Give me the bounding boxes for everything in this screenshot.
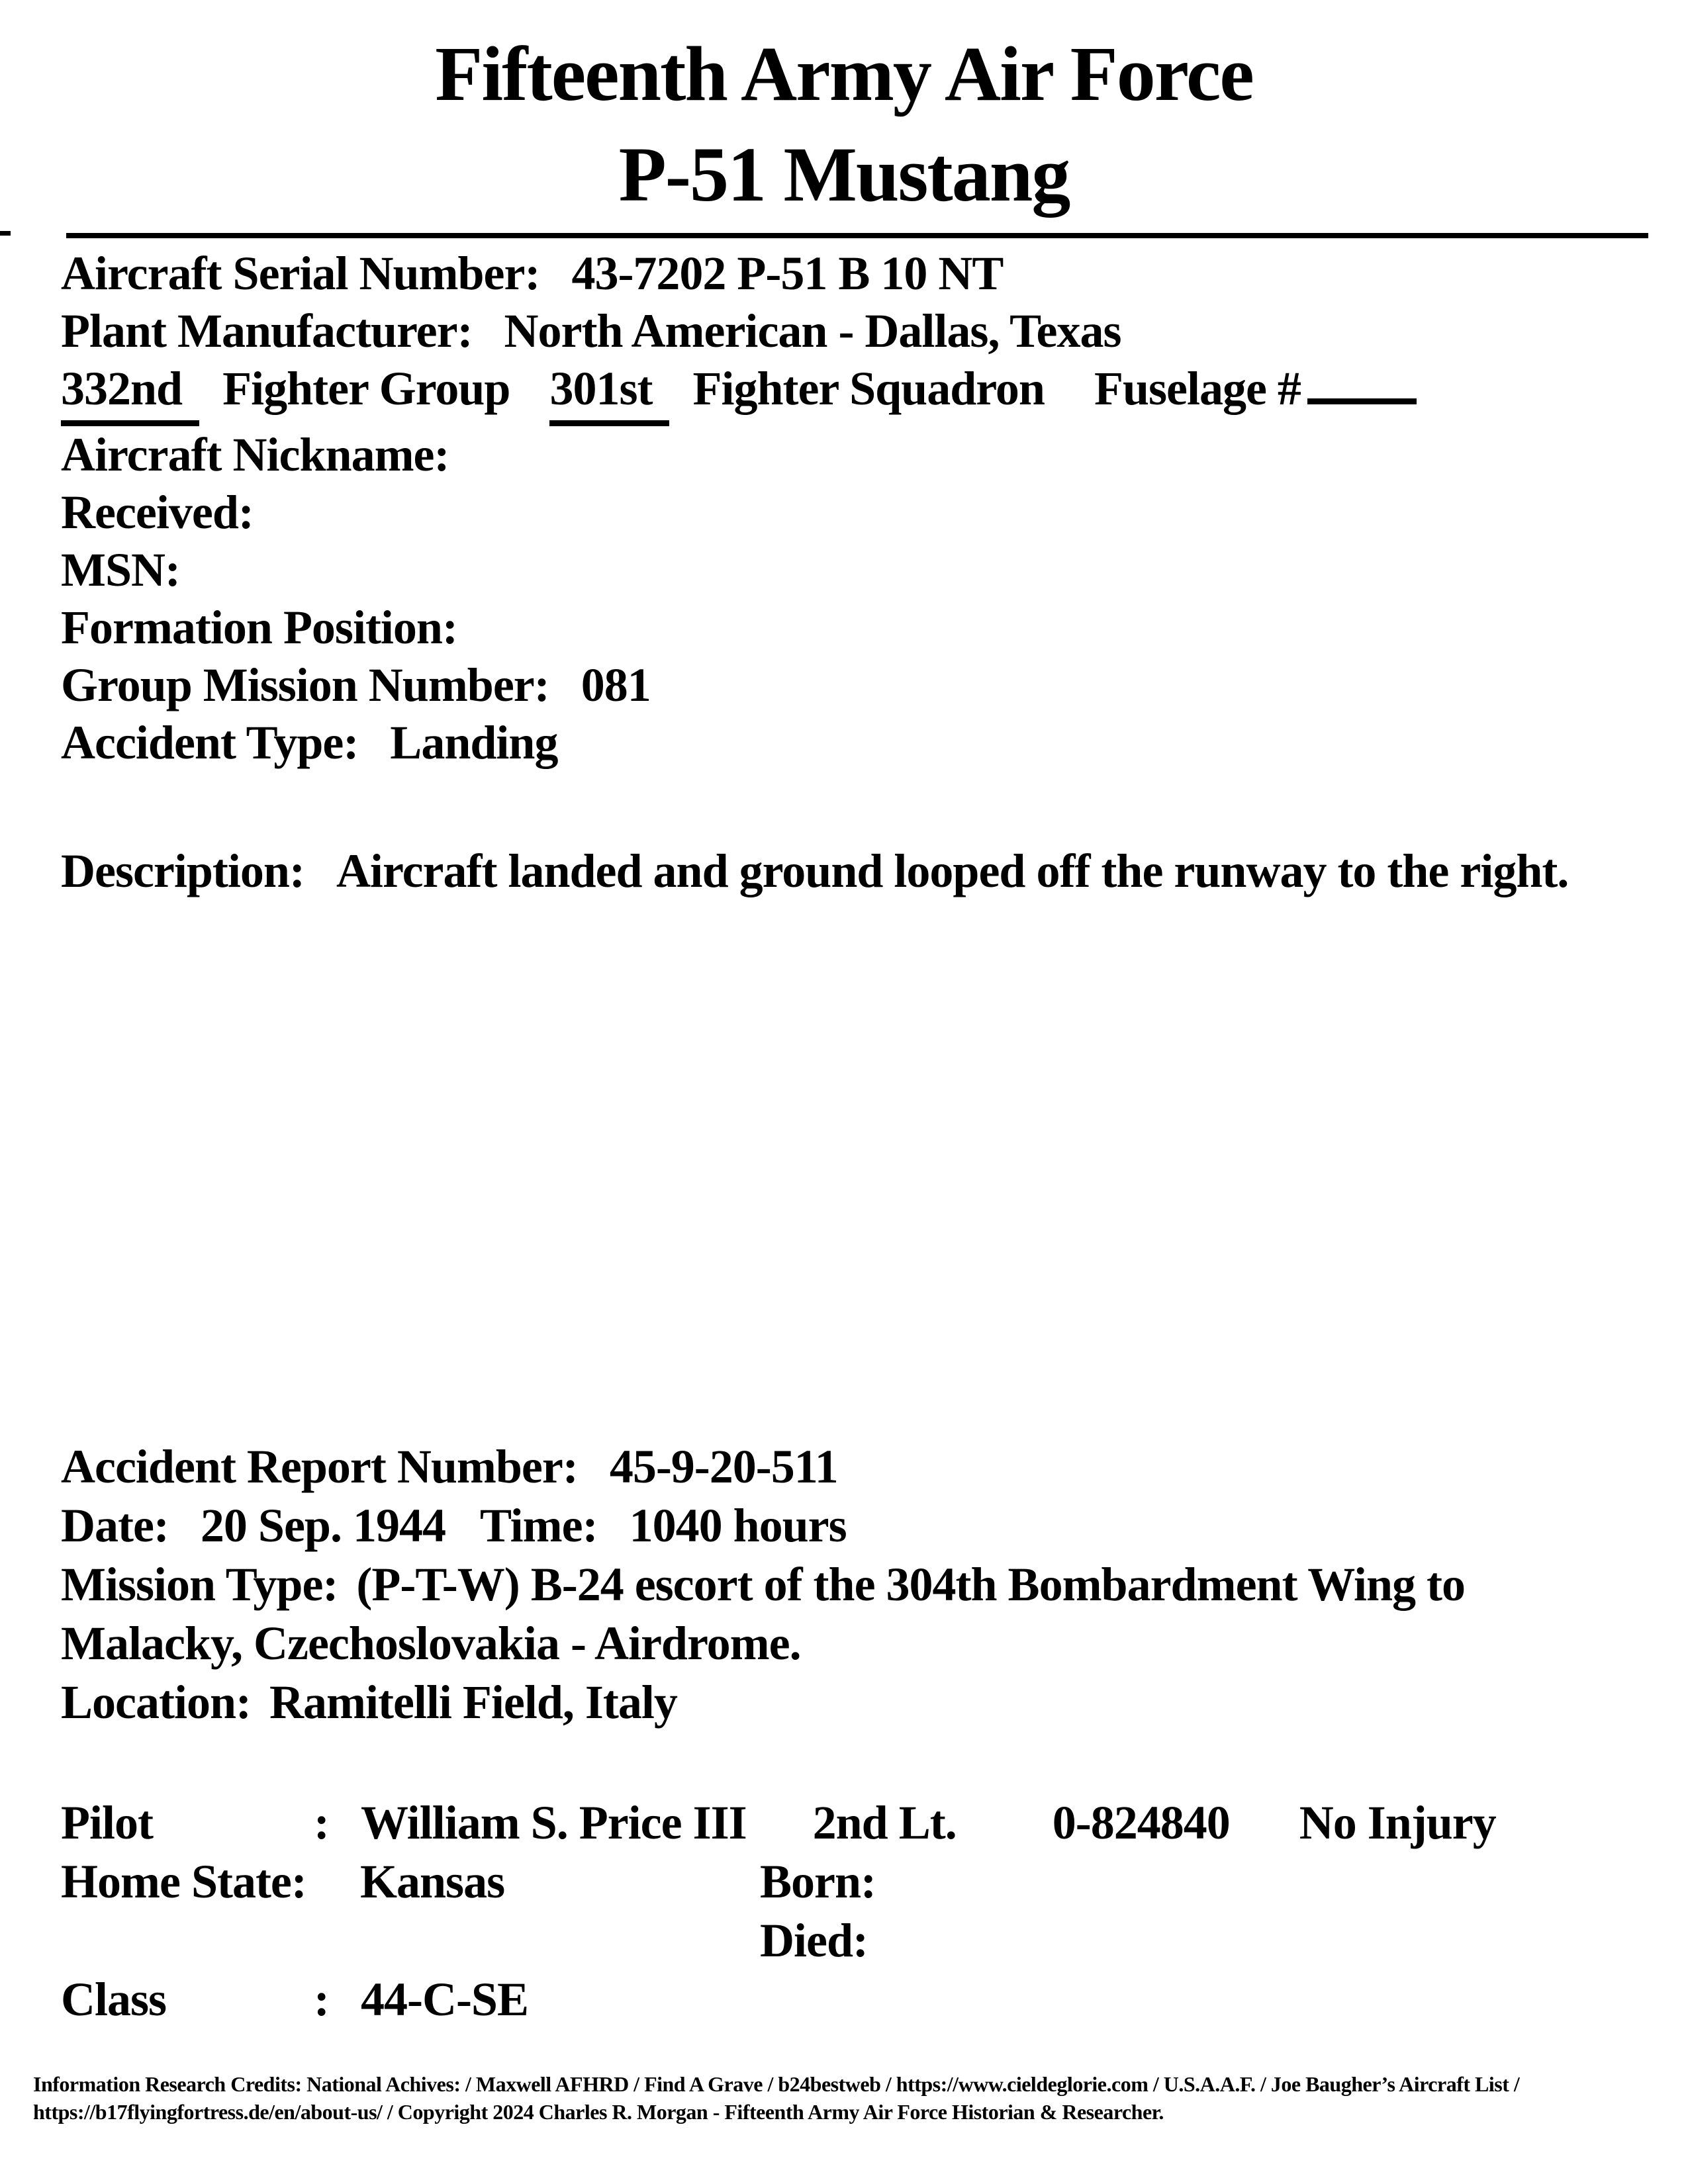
nickname-label: Aircraft Nickname:	[61, 428, 449, 481]
accident-report-number-value: 45-9-20-511	[609, 1440, 838, 1493]
squadron-number: 301st	[549, 360, 669, 426]
group-label: Fighter Group	[222, 362, 510, 415]
time-value: 1040 hours	[629, 1499, 847, 1552]
fuselage-label: Fuselage #	[1094, 362, 1301, 415]
title-divider-rule	[66, 233, 1648, 238]
nickname-row	[61, 426, 1417, 484]
pilot-colon: :	[314, 1796, 329, 1849]
manufacturer-label: Plant Manufacturer:	[61, 304, 473, 357]
manufacturer-row	[61, 302, 1417, 360]
home-state-born-row	[61, 1852, 1496, 1911]
time-label: Time:	[479, 1499, 598, 1552]
pilot-serial-number: 0-824840	[1052, 1796, 1230, 1849]
pilot-row	[61, 1794, 1496, 1852]
date-value: 20 Sep. 1944	[200, 1499, 445, 1552]
accident-report-number-label: Accident Report Number:	[61, 1440, 578, 1493]
squadron-label: Fighter Squadron	[692, 362, 1045, 415]
formation-position-label: Formation Position:	[61, 601, 457, 654]
msn-row	[61, 541, 1417, 599]
credits-footer-line-1: Information Research Credits: National Achives: / Maxwell AFHRD / Find A Grave / b24bestweb / https://www.cieldeglorie.com / U.S.A.A.F. / Joe Baugher’s Aircraft List /	[33, 2072, 1520, 2096]
mission-type-row	[61, 1555, 1636, 1673]
pilot-name: William S. Price III	[360, 1796, 747, 1849]
serial-label: Aircraft Serial Number:	[61, 247, 540, 300]
serial-row	[61, 245, 1417, 302]
msn-label: MSN:	[61, 543, 180, 596]
description-value: Aircraft landed and ground looped off the runway to the right.	[336, 844, 1569, 897]
accident-type-value: Landing	[390, 716, 558, 769]
home-state-value: Kansas	[360, 1855, 505, 1908]
page-title	[0, 24, 1688, 225]
accident-type-label: Accident Type:	[61, 716, 359, 769]
received-label: Received:	[61, 486, 254, 539]
credits-footer-line-2: https://b17flyingfortress.de/en/about-us/ / Copyright 2024 Charles R. Morgan - Fifteenth Army Air Force Historian & Researcher.	[33, 2100, 1164, 2124]
date-label: Date:	[61, 1499, 169, 1552]
mission-type-label: Mission Type:	[61, 1558, 338, 1611]
group-mission-number-value: 081	[581, 659, 651, 711]
pilot-block	[61, 1794, 1496, 2029]
mission-type-value: (P-T-W) B-24 escort of the 304th Bombardment Wing to Malacky, Czechoslovakia - Airdrome.	[61, 1558, 1465, 1670]
credits-footer	[33, 2070, 1662, 2126]
born-label: Born:	[760, 1855, 876, 1908]
fuselage-blank-line	[1307, 360, 1417, 404]
aircraft-info-block	[61, 245, 1417, 772]
received-row	[61, 484, 1417, 541]
location-row	[61, 1673, 1636, 1732]
location-label: Location:	[61, 1676, 251, 1729]
class-value: 44-C-SE	[360, 1973, 528, 2026]
pilot-label: Pilot	[61, 1796, 153, 1849]
date-time-row	[61, 1496, 1636, 1555]
died-row	[61, 1911, 1496, 1970]
accident-report-number-row	[61, 1437, 1636, 1496]
formation-position-row	[61, 599, 1417, 657]
pilot-injury-status: No Injury	[1299, 1796, 1496, 1849]
pilot-rank: 2nd Lt.	[812, 1796, 957, 1849]
class-row	[61, 1970, 1496, 2029]
accident-type-row	[61, 714, 1417, 772]
home-state-label: Home State:	[61, 1855, 306, 1908]
group-squadron-row	[61, 360, 1417, 426]
group-mission-number-label: Group Mission Number:	[61, 659, 549, 711]
description-block	[61, 841, 1636, 902]
class-colon: :	[314, 1973, 329, 2026]
description-label: Description:	[61, 844, 305, 897]
title-line-2: P-51 Mustang	[618, 131, 1070, 218]
class-label: Class	[61, 1973, 167, 2026]
serial-value: 43-7202 P-51 B 10 NT	[571, 247, 1004, 300]
group-mission-number-row	[61, 657, 1417, 714]
accident-report-block	[61, 1437, 1636, 1732]
group-number: 332nd	[61, 360, 199, 426]
manufacturer-value: North American - Dallas, Texas	[504, 304, 1121, 357]
title-line-1: Fifteenth Army Air Force	[435, 30, 1253, 117]
location-value: Ramitelli Field, Italy	[269, 1676, 677, 1729]
died-label: Died:	[760, 1914, 868, 1967]
left-edge-scan-mark	[0, 231, 11, 236]
